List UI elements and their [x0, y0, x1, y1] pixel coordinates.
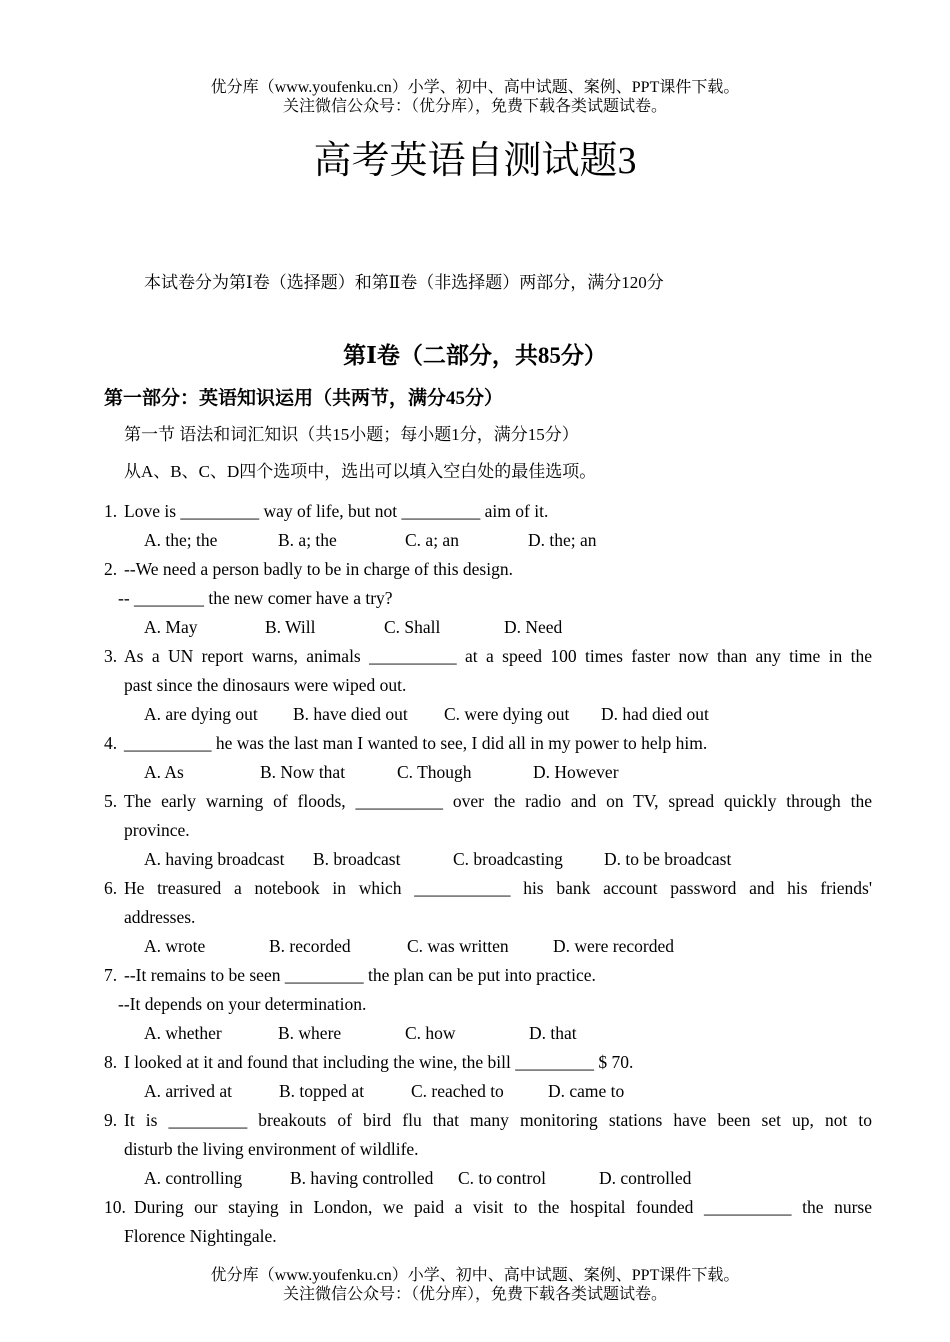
option-a: A. having broadcast — [144, 849, 285, 869]
question-number: 2. — [104, 559, 118, 579]
page-header — [0, 78, 950, 116]
option-a: A. As — [144, 762, 184, 782]
question-number: 8. — [104, 1052, 118, 1072]
option-a: A. controlling — [144, 1168, 243, 1188]
question-9-options — [104, 1164, 872, 1193]
question-3-continuation: past since the dinosaurs were wiped out. — [124, 675, 407, 695]
option-b: B. Will — [265, 617, 316, 637]
option-c: C. Though — [397, 762, 472, 782]
option-b: B. recorded — [269, 936, 351, 956]
question-stem: It is _________ breakouts of bird flu that many monitoring stations have been set up, not to — [124, 1110, 872, 1130]
option-d: D. Need — [504, 617, 563, 637]
question-7 — [104, 961, 872, 990]
option-c: C. to control — [458, 1168, 546, 1188]
question-10-continuation: Florence Nightingale. — [124, 1226, 277, 1246]
question-1-options — [104, 526, 872, 555]
option-d: D. However — [533, 762, 619, 782]
question-number: 4. — [104, 733, 118, 753]
question-6 — [104, 874, 872, 903]
question-7-options — [104, 1019, 872, 1048]
question-number: 3. — [104, 646, 118, 666]
option-a: A. arrived at — [144, 1081, 232, 1101]
exam-title: 高考英语自测试题3 — [313, 140, 637, 182]
option-d: D. had died out — [601, 704, 709, 724]
question-stem: __________ he was the last man I wanted to see, I did all in my power to help him. — [124, 733, 708, 753]
question-2 — [104, 555, 872, 584]
question-6-continuation: addresses. — [124, 907, 196, 927]
option-b: B. broadcast — [313, 849, 401, 869]
question-stem: He treasured a notebook in which ___________ his bank account password and his friends' — [124, 878, 872, 898]
question-6-options — [104, 932, 872, 961]
option-c: C. reached to — [411, 1081, 504, 1101]
option-d: D. came to — [548, 1081, 625, 1101]
question-4 — [104, 729, 872, 758]
exam-intro: 本试卷分为第Ⅰ卷（选择题）和第Ⅱ卷（非选择题）两部分，满分120分 — [144, 273, 664, 292]
header-line-2: 关注微信公众号：（优分库），免费下载各类试题试卷。 — [282, 98, 667, 115]
question-5 — [104, 787, 872, 816]
question-5-continuation: province. — [124, 820, 190, 840]
question-3-options — [104, 700, 872, 729]
option-a: A. whether — [144, 1023, 222, 1043]
option-c: C. how — [405, 1023, 456, 1043]
question-stem: I looked at it and found that including the wine, the bill _________ $ 70. — [124, 1052, 634, 1072]
option-b: B. topped at — [279, 1081, 365, 1101]
footer-line-1: 优分库（www.youfenku.cn）小学、初中、高中试题、案例、PPT课件下载。 — [210, 1267, 740, 1284]
question-8 — [104, 1048, 872, 1077]
question-stem: Love is _________ way of life, but not _________ aim of it. — [124, 501, 549, 521]
option-c: C. was written — [407, 936, 509, 956]
question-9-continuation: disturb the living environment of wildlife. — [124, 1139, 419, 1159]
question-number: 1. — [104, 501, 118, 521]
option-a: A. the; the — [144, 530, 218, 550]
question-5-options — [104, 845, 872, 874]
question-3 — [104, 642, 872, 671]
header-line-1: 优分库（www.youfenku.cn）小学、初中、高中试题、案例、PPT课件下载。 — [210, 79, 740, 96]
option-d: D. that — [529, 1023, 577, 1043]
question-2-options — [104, 613, 872, 642]
option-b: B. have died out — [293, 704, 408, 724]
option-c: C. a; an — [405, 530, 459, 550]
question-8-options — [104, 1077, 872, 1106]
question-9 — [104, 1106, 872, 1135]
option-a: A. May — [144, 617, 198, 637]
option-d: D. controlled — [599, 1168, 692, 1188]
instruction-text: 从A、B、C、D四个选项中，选出可以填入空白处的最佳选项。 — [124, 462, 597, 481]
option-c: C. were dying out — [444, 704, 570, 724]
question-4-options — [104, 758, 872, 787]
question-number: 7. — [104, 965, 118, 985]
question-stem: The early warning of floods, __________ over the radio and on TV, spread quickly through the — [124, 791, 872, 811]
question-list — [104, 497, 872, 1251]
question-7-reply: --It depends on your determination. — [118, 994, 367, 1014]
option-a: A. wrote — [144, 936, 206, 956]
option-a: A. are dying out — [144, 704, 258, 724]
option-b: B. a; the — [278, 530, 337, 550]
question-number: 9. — [104, 1110, 118, 1130]
subsection-one-heading: 第一节 语法和词汇知识（共15小题；每小题1分，满分15分） — [124, 425, 579, 444]
footer-line-2: 关注微信公众号：（优分库），免费下载各类试题试卷。 — [282, 1286, 667, 1303]
option-c: C. broadcasting — [453, 849, 563, 869]
option-b: B. Now that — [260, 762, 346, 782]
question-2-reply: -- ________ the new comer have a try? — [118, 588, 393, 608]
option-d: D. the; an — [528, 530, 597, 550]
section-one-heading: 第一部分：英语知识运用（共两节，满分45分） — [104, 388, 504, 409]
question-stem: --It remains to be seen _________ the plan can be put into practice. — [124, 965, 596, 985]
question-1 — [104, 497, 872, 526]
part-one-title: 第Ⅰ卷（二部分，共85分） — [343, 343, 607, 368]
question-stem: --We need a person badly to be in charge of this design. — [124, 559, 513, 579]
page-footer — [0, 1266, 950, 1304]
question-10 — [104, 1193, 872, 1222]
question-stem: As a UN report warns, animals __________ at a speed 100 times faster now than any time in the — [124, 646, 872, 666]
option-d: D. were recorded — [553, 936, 674, 956]
question-number: 10. — [104, 1197, 126, 1217]
option-c: C. Shall — [384, 617, 441, 637]
option-b: B. having controlled — [290, 1168, 434, 1188]
option-d: D. to be broadcast — [604, 849, 732, 869]
question-stem: During our staying in London, we paid a visit to the hospital founded __________ the nurse — [134, 1197, 872, 1217]
option-b: B. where — [278, 1023, 342, 1043]
question-number: 6. — [104, 878, 118, 898]
question-number: 5. — [104, 791, 118, 811]
